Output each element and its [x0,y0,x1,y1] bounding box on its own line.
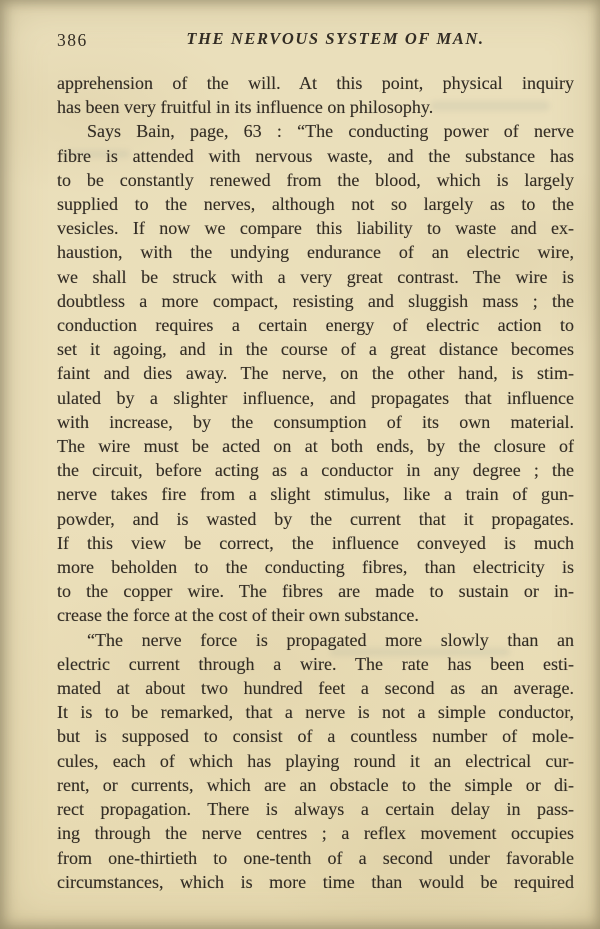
text-line: powder, and is wasted by the current that it propagates. [57,508,574,529]
text-line: from one-thirtieth to one-tenth of a second under favorable [57,847,574,868]
text-line: Says Bain, page, 63 : “The conducting power of nerve [87,121,574,142]
text-line: has been very fruitful in its influence on philosophy. [57,97,434,118]
page-header [57,29,574,51]
page-number: 386 [57,30,88,50]
text-line: to be constantly renewed from the blood, which is largely [57,169,574,190]
text-line: electric current through a wire. The rate has been esti- [57,653,574,674]
text-line: to the copper wire. The fibres are made to sustain or in- [57,581,574,602]
text-line: apprehension of the will. At this point, physical inquiry [57,73,574,93]
text-line: with increase, by the consumption of its own material. [57,411,574,432]
text-line: we shall be struck with a very great contrast. The wire is [57,266,574,287]
text-line: faint and dies away. The nerve, on the other hand, is stim- [57,363,574,384]
text-line: the circuit, before acting as a conductor in any degree ; the [57,460,574,481]
text-line: but is supposed to consist of a countless number of mole- [57,726,574,747]
text-line: mated at about two hundred feet a second as an average. [57,678,574,699]
text-line: rect propagation. There is always a certain delay in pass- [57,799,574,820]
text-line: doubtless a more compact, resisting and sluggish mass ; the [57,290,574,311]
text-line: supplied to the nerves, although not so largely as to the [57,194,574,215]
text-line: rent, or currents, which are an obstacle to the simple or di- [57,774,574,795]
text-line: fibre is attended with nervous waste, and the substance has [57,145,574,166]
body-text [57,71,574,894]
text-line: The wire must be acted on at both ends, by the closure of [57,436,574,457]
text-line: crease the force at the cost of their own substance. [57,605,419,626]
text-line: more beholden to the conducting fibres, than electricity is [57,557,574,578]
text-line: ing through the nerve centres ; a reflex movement occupies [57,823,574,844]
text-line: cules, each of which has playing round it an electrical cur- [57,750,574,771]
text-line: If this view be correct, the influence conveyed is much [57,532,574,553]
text-line: It is to be remarked, that a nerve is not a simple conductor, [57,702,574,723]
text-line: conduction requires a certain energy of electric action to [57,315,574,336]
text-line: nerve takes fire from a slight stimulus, like a train of gun- [57,484,574,505]
text-line: ulated by a slighter influence, and propagates that influence [57,387,574,408]
text-line: circumstances, which is more time than would be required [57,871,574,892]
text-line: haustion, with the undying endurance of an electric wire, [57,242,574,263]
text-line: “The nerve force is propagated more slowly than an [87,629,574,650]
text-line: set it agoing, and in the course of a great distance becomes [57,339,574,360]
text-line: vesicles. If now we compare this liability to waste and ex- [57,218,574,239]
running-title: THE NERVOUS SYSTEM OF MAN. [186,29,485,48]
